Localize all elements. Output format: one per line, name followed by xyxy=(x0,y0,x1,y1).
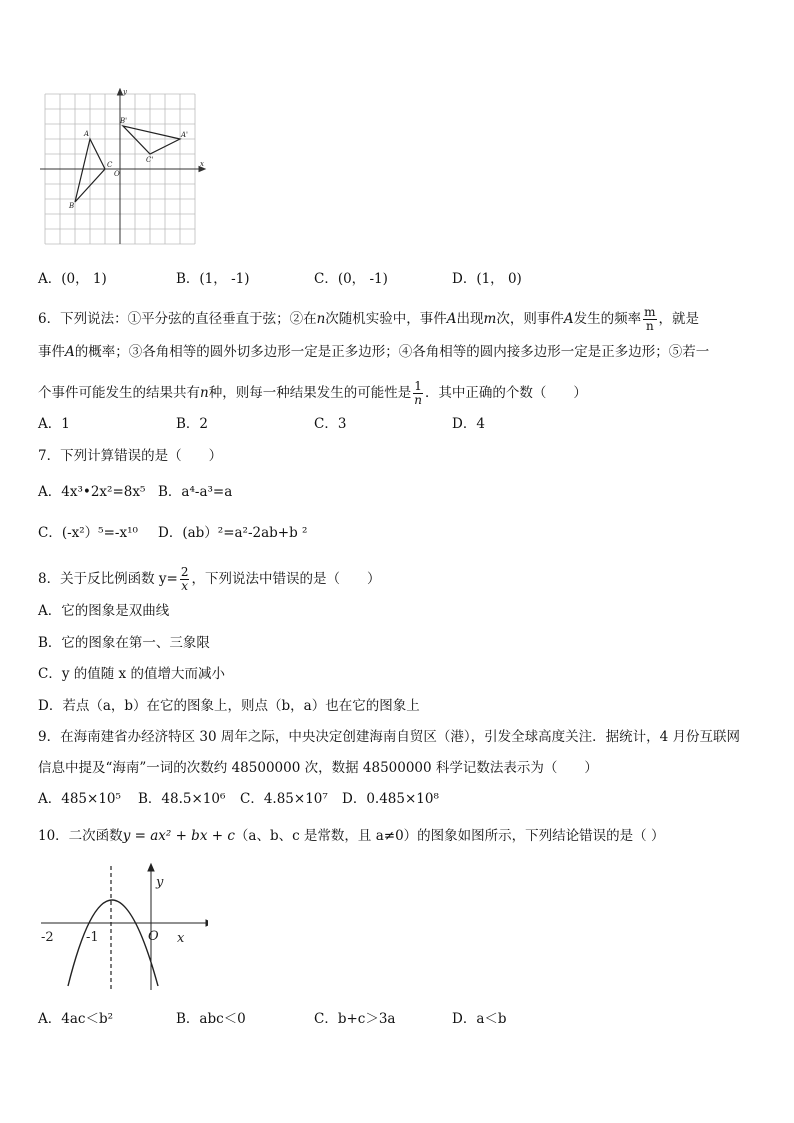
q5-option-d[interactable]: D．(1， 0) xyxy=(452,271,522,287)
label-a: A xyxy=(84,130,90,138)
q8-option-a[interactable]: A．它的图象是双曲线 xyxy=(38,603,170,619)
q5-option-b[interactable]: B．(1， -1) xyxy=(176,271,250,287)
q10-formula: y = ax² + bx + c xyxy=(122,828,235,844)
q5-option-c[interactable]: C．(0， -1) xyxy=(314,271,388,287)
label-c-prime: C' xyxy=(146,156,154,164)
axes xyxy=(41,864,208,990)
q8-stem: 8．关于反比例函数 y= $\frac{2}{x}$ ，下列说法中错误的是（ ） xyxy=(38,565,381,593)
label-b: B xyxy=(69,202,75,210)
q6-option-c[interactable]: C．3 xyxy=(314,416,347,432)
q10-stem: 10．二次函数y = ax² + bx + c（a、b、c 是常数，且 a≠0）的图象如图所示，下列结论错误的是（ ） xyxy=(38,828,665,844)
q8-option-b[interactable]: B．它的图象在第一、三象限 xyxy=(38,635,210,651)
label-b-prime: B' xyxy=(120,117,128,125)
q9-option-a[interactable]: A．485×10⁵ xyxy=(38,791,121,807)
fraction-2-over-x: $\frac{2}{x}$ xyxy=(180,565,189,593)
q10-option-d[interactable]: D．a＜b xyxy=(452,1011,507,1027)
q9-option-b[interactable]: B．48.5×10⁶ xyxy=(138,791,226,807)
q9-option-d[interactable]: D．0.485×10⁸ xyxy=(342,791,439,807)
q10-option-a[interactable]: A．4ac＜b² xyxy=(38,1011,114,1027)
q7-option-b[interactable]: B．a⁴-a³=a xyxy=(158,484,233,500)
fraction-m-over-n: $\frac{m}{n}$ xyxy=(644,305,656,333)
q5-option-a[interactable]: A．(0， 1) xyxy=(38,271,107,287)
q10-option-c[interactable]: C．b+c＞3a xyxy=(314,1011,396,1027)
q7-option-d[interactable]: D．(ab）²=a²-2ab+b ² xyxy=(158,525,308,541)
fraction-1-over-n: $\frac{1}{n}$ xyxy=(414,379,422,407)
label-a-prime: A' xyxy=(181,131,188,139)
figure-parabola xyxy=(38,862,208,992)
q10-option-b[interactable]: B．abc＜0 xyxy=(176,1011,246,1027)
q7-option-a[interactable]: A．4x³•2x²=8x⁵ xyxy=(38,484,146,500)
parabola-curve xyxy=(68,900,158,986)
x-axis-label: x xyxy=(177,931,185,946)
q8-option-d[interactable]: D．若点（a，b）在它的图象上，则点（b，a）也在它的图象上 xyxy=(38,698,420,714)
q8-option-c[interactable]: C．y 的值随 x 的值增大而减小 xyxy=(38,666,225,682)
q6-line-3: 个事件可能发生的结果共有n种，则每一种结果发生的可能性是 $\frac{1}{n}$ ．其中正确的个数（ ） xyxy=(38,379,587,407)
q7-option-c[interactable]: C．(-x²）⁵=-x¹⁰ xyxy=(38,525,138,541)
tick-label-neg-2: -2 xyxy=(41,930,54,945)
q9-line-2: 信息中提及“海南”一词的次数约 48500000 次，数据 48500000 科学记数法表示为（ ） xyxy=(38,760,598,776)
label-y: y xyxy=(123,88,127,96)
label-x: x xyxy=(200,160,204,168)
y-axis-label: y xyxy=(156,875,164,890)
q9-option-c[interactable]: C．4.85×10⁷ xyxy=(240,791,328,807)
q6-option-d[interactable]: D．4 xyxy=(452,416,485,432)
triangle-abc-prime xyxy=(123,126,180,154)
figure-triangle-grid xyxy=(40,88,210,248)
q7-stem: 7．下列计算错误的是（ ） xyxy=(38,448,223,464)
tick-label-neg-1: -1 xyxy=(86,930,99,945)
q6-option-b[interactable]: B．2 xyxy=(176,416,209,432)
q9-line-1: 9．在海南建省办经济特区 30 周年之际，中央决定创建海南自贸区（港），引发全球高度关注．据统计，4 月份互联网 xyxy=(38,729,740,745)
q6-line-2: 事件A的概率；③各角相等的圆外切多边形一定是正多边形；④各角相等的圆内接多边形一定是正多边形；⑤若一 xyxy=(38,344,710,360)
label-o: O xyxy=(114,170,120,178)
q6-option-a[interactable]: A．1 xyxy=(38,416,70,432)
label-c: C xyxy=(107,161,113,169)
q6-line-1: 6．下列说法：①平分弦的直径垂直于弦；②在n次随机实验中，事件A出现m次，则事件A发生的频率 $\frac{m}{n}$ ，就是 xyxy=(38,305,699,333)
origin-label: O xyxy=(148,929,159,944)
